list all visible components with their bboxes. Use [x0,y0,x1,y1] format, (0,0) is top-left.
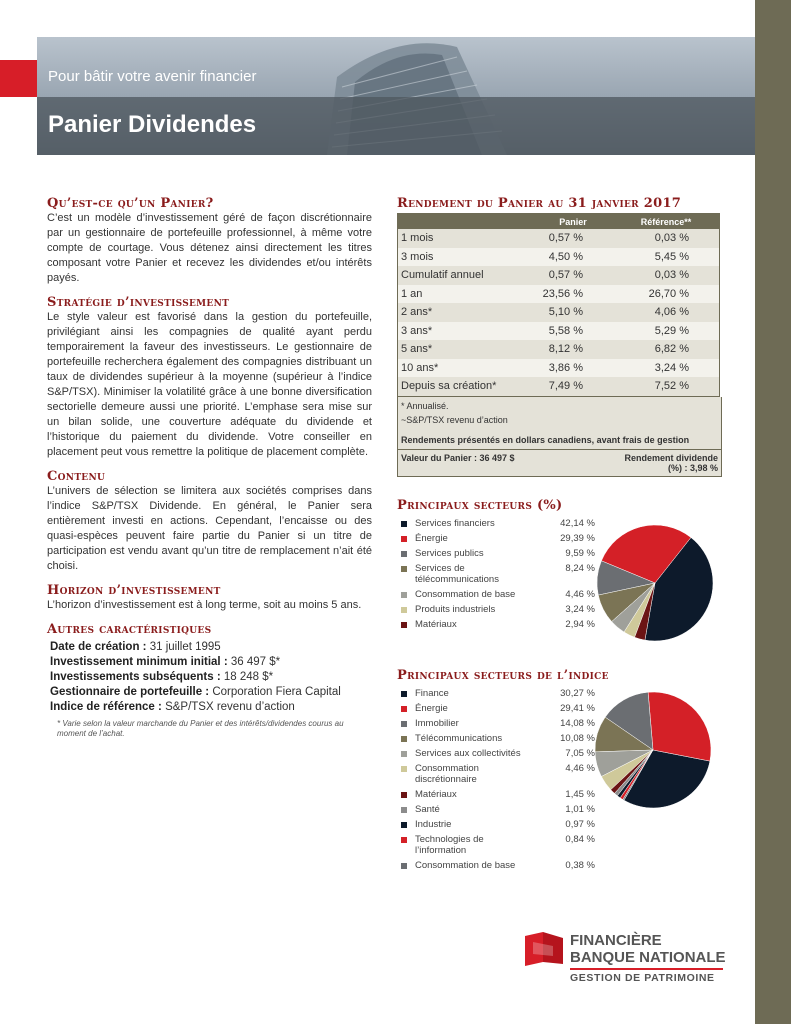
reference-value: 0,03 % [613,266,720,285]
logo-line-1: FINANCIÈRE [570,932,662,949]
panier-value: 23,56 % [533,285,613,304]
header-banner [37,37,755,155]
summary-bar [397,450,722,477]
legend-label: Consommation discrétionnaire [415,763,479,785]
row-label: 5 ans* [398,340,534,359]
sectors-pie-chart [595,523,715,643]
horizon-text: L’horizon d’investissement est à long terme, soit au moins 5 ans. [47,599,362,611]
legend-label: Consommation de base [415,860,516,871]
reference-value: 26,70 % [613,285,720,304]
dividend-yield: Rendement dividende (%) : 3,98 % [624,452,718,473]
legend-swatch [401,551,407,557]
logo-rule [570,968,723,970]
legend-label: Énergie [415,703,448,714]
col-panier: Panier [533,214,613,230]
legend-swatch [401,766,407,772]
legend-swatch [401,863,407,869]
legend-value: 1,45 % [565,789,595,800]
performance-row [398,340,720,359]
legend-swatch [401,592,407,598]
legend-item [397,819,727,830]
legend-label: Services financiers [415,518,495,529]
legend-swatch [401,566,407,572]
performance-row [398,359,720,378]
panier-value: 8,12 % [533,340,613,359]
other-section [47,622,372,739]
performance-row [398,285,720,304]
strategy-text: Le style valeur est favorisé dans la gestion du portefeuille, privilégiant ainsi les compagnies de qualité ayant perdu temporairement la faveur des investisseurs. Le gestionnaire de portefeuille recherchera également des compagnies distribuant un taux de dividendes supérieur à la moyenne (supérieur à l’indice S&P/TSX). Minimiser la volatilité grâce à une bonne diversification sectorielle demeure aussi une priorité. L’emphase sera mise sur un bilan solide, une couverture adéquate du dividende et l’historique du paiement du dividende. Votre conseiller en placement peut vous remettre la politique de placement complète. [47,311,372,458]
panier-value: 3,86 % [533,359,613,378]
legend-value: 0,38 % [565,860,595,871]
panier-value: 4,50 % [533,248,613,267]
index-sectors-panel [397,668,727,875]
row-label: 3 mois [398,248,534,267]
performance-row [398,248,720,267]
legend-swatch [401,736,407,742]
legend-label: Services de télécommunications [415,563,499,585]
row-label: Cumulatif annuel [398,266,534,285]
performance-table [397,213,720,397]
panier-value: 5,58 % [533,322,613,341]
index-sectors-pie-chart [593,690,713,810]
legend-value: 2,94 % [565,619,595,630]
note-currency: Rendements présentés en dollars canadiens, avant frais de gestion [401,434,690,445]
legend-label: Services publics [415,548,484,559]
performance-row [398,322,720,341]
legend-swatch [401,822,407,828]
pie-slice [648,692,711,761]
strategy-section [47,295,372,460]
flag-logo-icon [523,932,565,966]
legend-swatch [401,837,407,843]
legend-item [397,834,727,856]
performance-title: Rendement du Panier au 31 janvier 2017 [397,196,682,211]
note-annualized: * Annualisé. [401,400,449,411]
reference-value: 4,06 % [613,303,720,322]
panier-value: 7,49 % [533,377,613,396]
panier-value: 0,57 % [533,229,613,248]
legend-swatch [401,607,407,613]
reference-value: 0,03 % [613,229,720,248]
panier-value: 0,57 % [533,266,613,285]
row-label: 3 ans* [398,322,534,341]
legend-value: 29,41 % [560,703,595,714]
legend-item [397,860,727,871]
sectors-panel [397,498,727,634]
index-sectors-title: Principaux secteurs de l’indice [397,668,609,683]
legend-swatch [401,691,407,697]
row-label: 2 ans* [398,303,534,322]
legend-label: Énergie [415,533,448,544]
row-label: 1 an [398,285,534,304]
legend-label: Santé [415,804,440,815]
right-side-bar [755,0,791,1024]
horizon-section [47,583,372,613]
performance-section [397,196,721,477]
legend-label: Matériaux [415,619,457,630]
what-section [47,196,372,286]
row-label: 1 mois [398,229,534,248]
reference-value: 3,24 % [613,359,720,378]
panier-value: 5,10 % [533,303,613,322]
tagline: Pour bâtir votre avenir financier [48,68,257,85]
what-title: Qu’est-ce qu’un Panier? [47,196,214,211]
legend-value: 4,46 % [565,589,595,600]
kv-benchmark: Indice de référence : S&P/TSX revenu d’action [50,701,295,713]
legend-label: Finance [415,688,449,699]
content-text: L’univers de sélection se limitera aux sociétés comprises dans l’indice S&P/TSX Dividende. En général, le Panier sera entièrement investi en actions. Cependant, l’encaisse ou des quasi-espèces peuvent faire partie du Panier si un titre de participation est vendu avant qu’un titre de remplacement n’ait été choisi. [47,485,372,572]
basket-value: Valeur du Panier : 36 497 $ [401,452,515,463]
content-title: Contenu [47,469,106,484]
other-title: Autres caractéristiques [47,622,212,637]
legend-value: 14,08 % [560,718,595,729]
performance-row [398,377,720,396]
legend-swatch [401,807,407,813]
legend-swatch [401,792,407,798]
legend-value: 4,46 % [565,763,595,774]
content-section [47,469,372,574]
legend-value: 29,39 % [560,533,595,544]
legend-label: Produits industriels [415,604,496,615]
left-column [47,196,372,748]
reference-value: 7,52 % [613,377,720,396]
legend-value: 9,59 % [565,548,595,559]
logo-line-3: GESTION DE PATRIMOINE [570,972,715,984]
legend-swatch [401,536,407,542]
reference-value: 6,82 % [613,340,720,359]
legend-label: Consommation de base [415,589,516,600]
performance-row [398,303,720,322]
legend-swatch [401,751,407,757]
legend-label: Industrie [415,819,452,830]
sectors-title: Principaux secteurs (%) [397,498,563,513]
legend-label: Matériaux [415,789,457,800]
performance-row [398,266,720,285]
performance-header-row [398,214,720,230]
legend-value: 8,24 % [565,563,595,574]
logo-line-2: BANQUE NATIONALE [570,949,726,966]
reference-value: 5,29 % [613,322,720,341]
legend-value: 0,97 % [565,819,595,830]
kv-creation-date: Date de création : 31 juillet 1995 [50,641,221,653]
legend-label: Immobilier [415,718,459,729]
legend-swatch [401,721,407,727]
kv-min-initial: Investissement minimum initial : 36 497 $* [50,656,281,668]
row-label: 10 ans* [398,359,534,378]
legend-value: 7,05 % [565,748,595,759]
legend-value: 1,01 % [565,804,595,815]
col-reference: Référence** [613,214,720,230]
note-benchmark: ~S&P/TSX revenu d’action [401,414,508,425]
performance-row [398,229,720,248]
legend-label: Télécommunications [415,733,503,744]
what-text: C’est un modèle d’investissement géré de façon discrétionnaire par un gestionnaire de portefeuille professionnel, à même votre compte de courtage. Vous détenez ainsi directement les titres composant votre Panier et recevez les dividendes et/ou intérêts payés. [47,212,372,284]
legend-swatch [401,706,407,712]
red-accent-tab [0,60,37,97]
other-footnote: * Varie selon la valeur marchande du Panier et des intérêts/dividendes courus au moment de l’achat. [57,719,344,738]
legend-value: 3,24 % [565,604,595,615]
legend-value: 30,27 % [560,688,595,699]
legend-value: 10,08 % [560,733,595,744]
kv-subsequent: Investissements subséquents : 18 248 $* [50,671,274,683]
row-label: Depuis sa création* [398,377,534,396]
performance-notes [397,397,722,450]
horizon-title: Horizon d’investissement [47,583,221,598]
legend-label: Services aux collectivités [415,748,521,759]
reference-value: 5,45 % [613,248,720,267]
legend-label: Technologies de l’information [415,834,484,856]
legend-value: 0,84 % [565,834,595,845]
legend-value: 42,14 % [560,518,595,529]
page-title: Panier Dividendes [48,111,257,138]
strategy-title: Stratégie d’investissement [47,295,230,310]
legend-swatch [401,622,407,628]
legend-swatch [401,521,407,527]
kv-manager: Gestionnaire de portefeuille : Corporation Fiera Capital [50,686,341,698]
